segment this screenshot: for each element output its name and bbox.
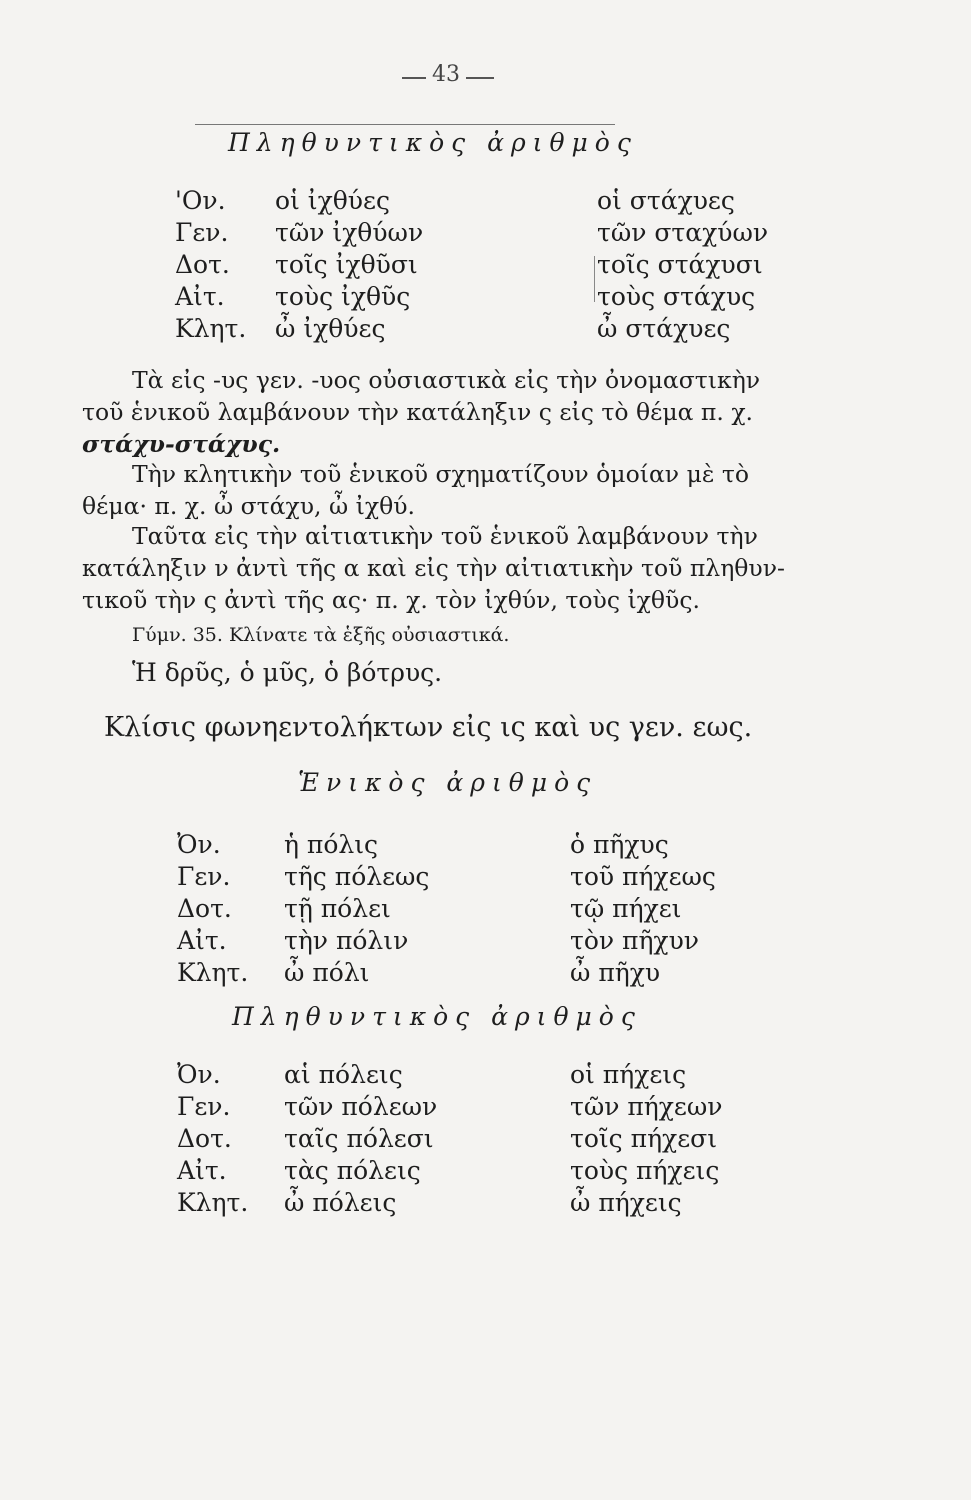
pechys-form: ὦ πήχεις bbox=[570, 1188, 682, 1217]
pechys-form: τὸν πῆχυν bbox=[570, 926, 699, 955]
polis-form: ἡ πόλις bbox=[284, 830, 379, 859]
case-label: Κλητ. bbox=[175, 314, 247, 343]
pechys-form: ὦ πῆχυ bbox=[570, 958, 661, 987]
polis-form: ταῖς πόλεσι bbox=[284, 1124, 434, 1153]
case-label: Αἰτ. bbox=[175, 282, 225, 311]
case-label: Αἰτ. bbox=[177, 1156, 227, 1185]
exercise-label: Γύμν. 35. Κλίνατε τὰ ἑξῆς οὐσιαστικά. bbox=[132, 624, 510, 646]
pechys-form: τῷ πήχει bbox=[570, 894, 682, 923]
ichthys-form: τοὺς ἰχθῦς bbox=[275, 282, 411, 311]
ichthys-form: τῶν ἰχθύων bbox=[275, 218, 424, 247]
stachys-form: τοὺς στάχυς bbox=[597, 282, 756, 311]
polis-form: αἱ πόλεις bbox=[284, 1060, 403, 1089]
case-label: Ὀν. bbox=[177, 1060, 221, 1089]
paragraph-line: Ταῦτα εἰς τὴν αἰτιατικὴν τοῦ ἑνικοῦ λαμβάνουν τὴν bbox=[132, 522, 758, 550]
polis-form: τῶν πόλεων bbox=[284, 1092, 438, 1121]
case-label: Δοτ. bbox=[175, 250, 230, 279]
paragraph-line: τικοῦ τὴν ς ἀντὶ τῆς ας· π. χ. τὸν ἰχθύν, τοὺς ἰχθῦς. bbox=[82, 586, 700, 614]
case-label: Γεν. bbox=[177, 862, 231, 891]
polis-form: ὦ πόλεις bbox=[284, 1188, 397, 1217]
page-number-dash-left bbox=[402, 77, 426, 79]
ichthys-form: τοῖς ἰχθῦσι bbox=[275, 250, 418, 279]
pechys-form: ὁ πῆχυς bbox=[570, 830, 669, 859]
polis-form: τῆς πόλεως bbox=[284, 862, 430, 891]
case-label: Γεν. bbox=[177, 1092, 231, 1121]
ichthys-form: οἱ ἰχθύες bbox=[275, 186, 390, 215]
page-number-dash-right bbox=[466, 77, 494, 79]
stachys-form: τῶν σταχύων bbox=[597, 218, 769, 247]
case-label: Αἰτ. bbox=[177, 926, 227, 955]
case-label: Κλητ. bbox=[177, 1188, 249, 1217]
paragraph-line: τοῦ ἑνικοῦ λαμβάνουν τὴν κατάληξιν ς εἰς τὸ θέμα π. χ. bbox=[82, 398, 754, 426]
case-label: Κλητ. bbox=[177, 958, 249, 987]
plural-heading: Πληθυντικὸς ἀριθμὸς bbox=[228, 128, 638, 157]
case-label: Ὀν. bbox=[177, 830, 221, 859]
plural-heading-2: Πληθυντικὸς ἀριθμὸς bbox=[232, 1002, 642, 1031]
heading-overline bbox=[195, 124, 615, 125]
paragraph-line: κατάληξιν ν ἀντὶ τῆς α καὶ εἰς τὴν αἰτιατικὴν τοῦ πληθυν- bbox=[82, 554, 785, 582]
table-column-divider bbox=[594, 256, 595, 302]
pechys-form: τοῦ πήχεως bbox=[570, 862, 716, 891]
ichthys-form: ὦ ἰχθύες bbox=[275, 314, 386, 343]
case-label: Δοτ. bbox=[177, 1124, 232, 1153]
case-label: 'Ον. bbox=[175, 186, 226, 215]
case-label: Δοτ. bbox=[177, 894, 232, 923]
pechys-form: τῶν πήχεων bbox=[570, 1092, 723, 1121]
paragraph-line: θέμα· π. χ. ὦ στάχυ, ὦ ἰχθύ. bbox=[82, 492, 415, 520]
stachys-form: τοῖς στάχυσι bbox=[597, 250, 763, 279]
pechys-form: τοῖς πήχεσι bbox=[570, 1124, 718, 1153]
paragraph-line: στάχυ-στάχυς. bbox=[82, 430, 281, 458]
pechys-form: τοὺς πήχεις bbox=[570, 1156, 720, 1185]
polis-form: τὴν πόλιν bbox=[284, 926, 409, 955]
polis-form: τῇ πόλει bbox=[284, 894, 391, 923]
page-number: 43 bbox=[432, 62, 460, 87]
polis-form: τὰς πόλεις bbox=[284, 1156, 421, 1185]
paragraph-line: Τὴν κλητικὴν τοῦ ἑνικοῦ σχηματίζουν ὁμοίαν μὲ τὸ bbox=[132, 460, 750, 488]
singular-heading: Ἑνικὸς ἀριθμὸς bbox=[298, 768, 598, 797]
stachys-form: οἱ στάχυες bbox=[597, 186, 735, 215]
exercise-words: Ἡ δρῦς, ὁ μῦς, ὁ βότρυς. bbox=[132, 658, 443, 687]
stachys-form: ὦ στάχυες bbox=[597, 314, 731, 343]
polis-form: ὦ πόλι bbox=[284, 958, 370, 987]
case-label: Γεν. bbox=[175, 218, 229, 247]
section-title: Κλίσις φωνηεντολήκτων εἰς ις καὶ υς γεν. εως. bbox=[104, 712, 753, 743]
paragraph-line: Τὰ εἰς -υς γεν. -υος οὐσιαστικὰ εἰς τὴν ὀνομαστικὴν bbox=[132, 366, 761, 394]
pechys-form: οἱ πήχεις bbox=[570, 1060, 687, 1089]
